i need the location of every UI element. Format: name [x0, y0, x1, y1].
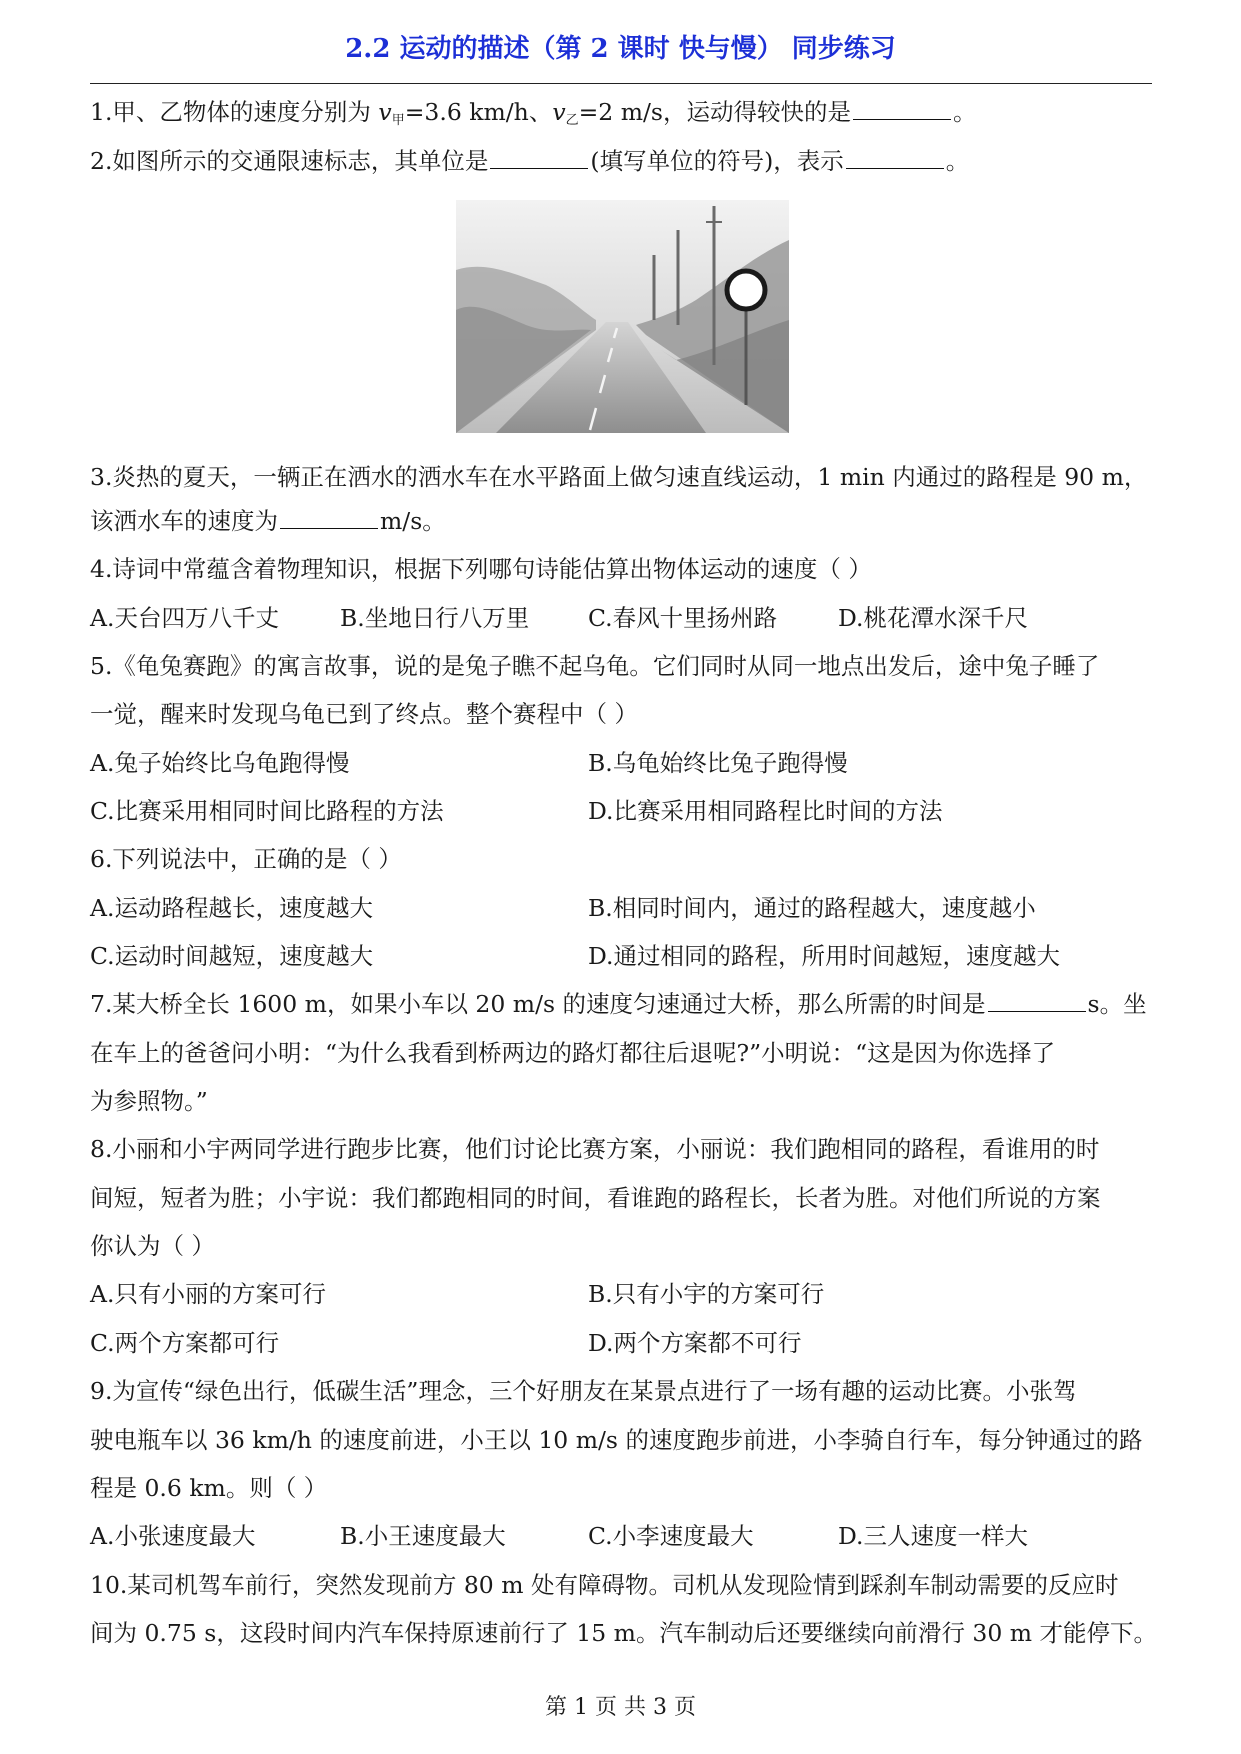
q2-text-a: 2.如图所示的交通限速标志，其单位是: [90, 147, 489, 175]
question-1: [90, 97, 1170, 136]
q9-option-c[interactable]: C.小李速度最大: [588, 1522, 754, 1550]
q7-text-b: s。坐: [1087, 990, 1147, 1018]
q5-option-b[interactable]: B.乌龟始终比兔子跑得慢: [588, 749, 848, 777]
question-6-stem: 6.下列说法中，正确的是（ ）: [90, 845, 402, 873]
q3-text: 该洒水车的速度为: [90, 507, 278, 535]
q8-option-a[interactable]: A.只有小丽的方案可行: [90, 1280, 326, 1308]
question-8-line-1: 8.小丽和小宇两同学进行跑步比赛，他们讨论比赛方案，小丽说：我们跑相同的路程，看谁用的时: [90, 1135, 1100, 1163]
question-2: [90, 146, 1170, 176]
question-7-line-1: [90, 989, 1170, 1019]
q2-text-b: (填写单位的符号)，表示: [590, 147, 844, 175]
question-3-line-2: [90, 506, 1170, 536]
q1-sub-jia: 甲: [391, 113, 405, 128]
question-9-line-3: 程是 0.6 km。则（ ）: [90, 1474, 328, 1502]
q8-option-d[interactable]: D.两个方案都不可行: [588, 1329, 802, 1357]
q5-option-d[interactable]: D.比赛采用相同路程比时间的方法: [588, 797, 943, 825]
question-3-line-1: 3.炎热的夏天，一辆正在洒水的洒水车在水平路面上做匀速直线运动，1 min 内通过的路程是 90 m，: [90, 463, 1148, 491]
question-8-line-2: 间短，短者为胜；小宇说：我们都跑相同的时间，看谁跑的路程长，长者为胜。对他们所说的方案: [90, 1184, 1101, 1212]
question-5-line-2: 一觉，醒来时发现乌龟已到了终点。整个赛程中（ ）: [90, 700, 638, 728]
q6-option-d[interactable]: D.通过相同的路程，所用时间越短，速度越大: [588, 942, 1060, 970]
q3-answer-blank[interactable]: [280, 508, 378, 529]
q7-text: 7.某大桥全长 1600 m，如果小车以 20 m/s 的速度匀速通过大桥，那么所需的时间是: [90, 990, 986, 1018]
header-divider: [90, 83, 1152, 84]
question-7-line-3: 为参照物。”: [90, 1087, 208, 1115]
q9-option-d[interactable]: D.三人速度一样大: [838, 1522, 1028, 1550]
q8-option-c[interactable]: C.两个方案都可行: [90, 1329, 280, 1357]
question-9-line-2: 驶电瓶车以 36 km/h 的速度前进，小王以 10 m/s 的速度跑步前进，小李骑自行车，每分钟通过的路: [90, 1426, 1143, 1454]
q5-option-c[interactable]: C.比赛采用相同时间比路程的方法: [90, 797, 444, 825]
q6-option-b[interactable]: B.相同时间内，通过的路程越大，速度越小: [588, 894, 1036, 922]
q1-end: 。: [952, 98, 977, 126]
question-8-line-3: 你认为（ ）: [90, 1232, 215, 1260]
q4-option-b[interactable]: B.坐地日行八万里: [340, 604, 530, 632]
page-number: 第 1 页 共 3 页: [545, 1695, 696, 1720]
q1-sub-yi: 乙: [565, 113, 579, 128]
q9-option-b[interactable]: B.小王速度最大: [340, 1522, 506, 1550]
q1-v: v: [378, 98, 392, 126]
question-10-line-1: 10.某司机驾车前行，突然发现前方 80 m 处有障碍物。司机从发现险情到踩刹车制动需要的反应时: [90, 1571, 1119, 1599]
q2-unit-blank[interactable]: [490, 148, 588, 169]
q6-option-c[interactable]: C.运动时间越短，速度越大: [90, 942, 374, 970]
question-4-stem: 4.诗词中常蕴含着物理知识，根据下列哪句诗能估算出物体运动的速度（ ）: [90, 555, 872, 583]
speed-limit-road-photo: [456, 200, 789, 433]
q8-option-b[interactable]: B.只有小宇的方案可行: [588, 1280, 825, 1308]
question-7-line-2: 在车上的爸爸问小明：“为什么我看到桥两边的路灯都往后退呢?”小明说：“这是因为你选择了: [90, 1039, 1056, 1067]
page-title: 2.2 运动的描述（第 2 课时 快与慢） 同步练习: [345, 34, 896, 64]
q3-unit: m/s。: [380, 507, 446, 535]
q1-answer-blank[interactable]: [853, 99, 951, 120]
q2-meaning-blank[interactable]: [846, 148, 944, 169]
question-5-line-1: 5.《龟兔赛跑》的寓言故事，说的是兔子瞧不起乌龟。它们同时从同一地点出发后，途中兔子睡了: [90, 652, 1100, 680]
q7-time-blank[interactable]: [988, 991, 1086, 1012]
question-9-line-1: 9.为宣传“绿色出行，低碳生活”理念，三个好朋友在某景点进行了一场有趣的运动比赛。小张驾: [90, 1377, 1077, 1405]
q1-text: 1.甲、乙物体的速度分别为: [90, 98, 379, 126]
question-10-line-2: 间为 0.75 s，这段时间内汽车保持原速前行了 15 m。汽车制动后还要继续向前滑行 30 m 才能停下。: [90, 1619, 1158, 1647]
q4-option-a[interactable]: A.天台四万八千丈: [90, 604, 279, 632]
q9-option-a[interactable]: A.小张速度最大: [90, 1522, 256, 1550]
q4-option-d[interactable]: D.桃花潭水深千尺: [838, 604, 1028, 632]
q2-end: 。: [945, 147, 970, 175]
q4-option-c[interactable]: C.春风十里扬州路: [588, 604, 778, 632]
q1-mid: =3.6 km/h、: [404, 98, 553, 126]
q1-post: =2 m/s，运动得较快的是: [578, 98, 851, 126]
q6-option-a[interactable]: A.运动路程越长，速度越大: [90, 894, 373, 922]
q1-v2: v: [552, 98, 566, 126]
q5-option-a[interactable]: A.兔子始终比乌龟跑得慢: [90, 749, 350, 777]
